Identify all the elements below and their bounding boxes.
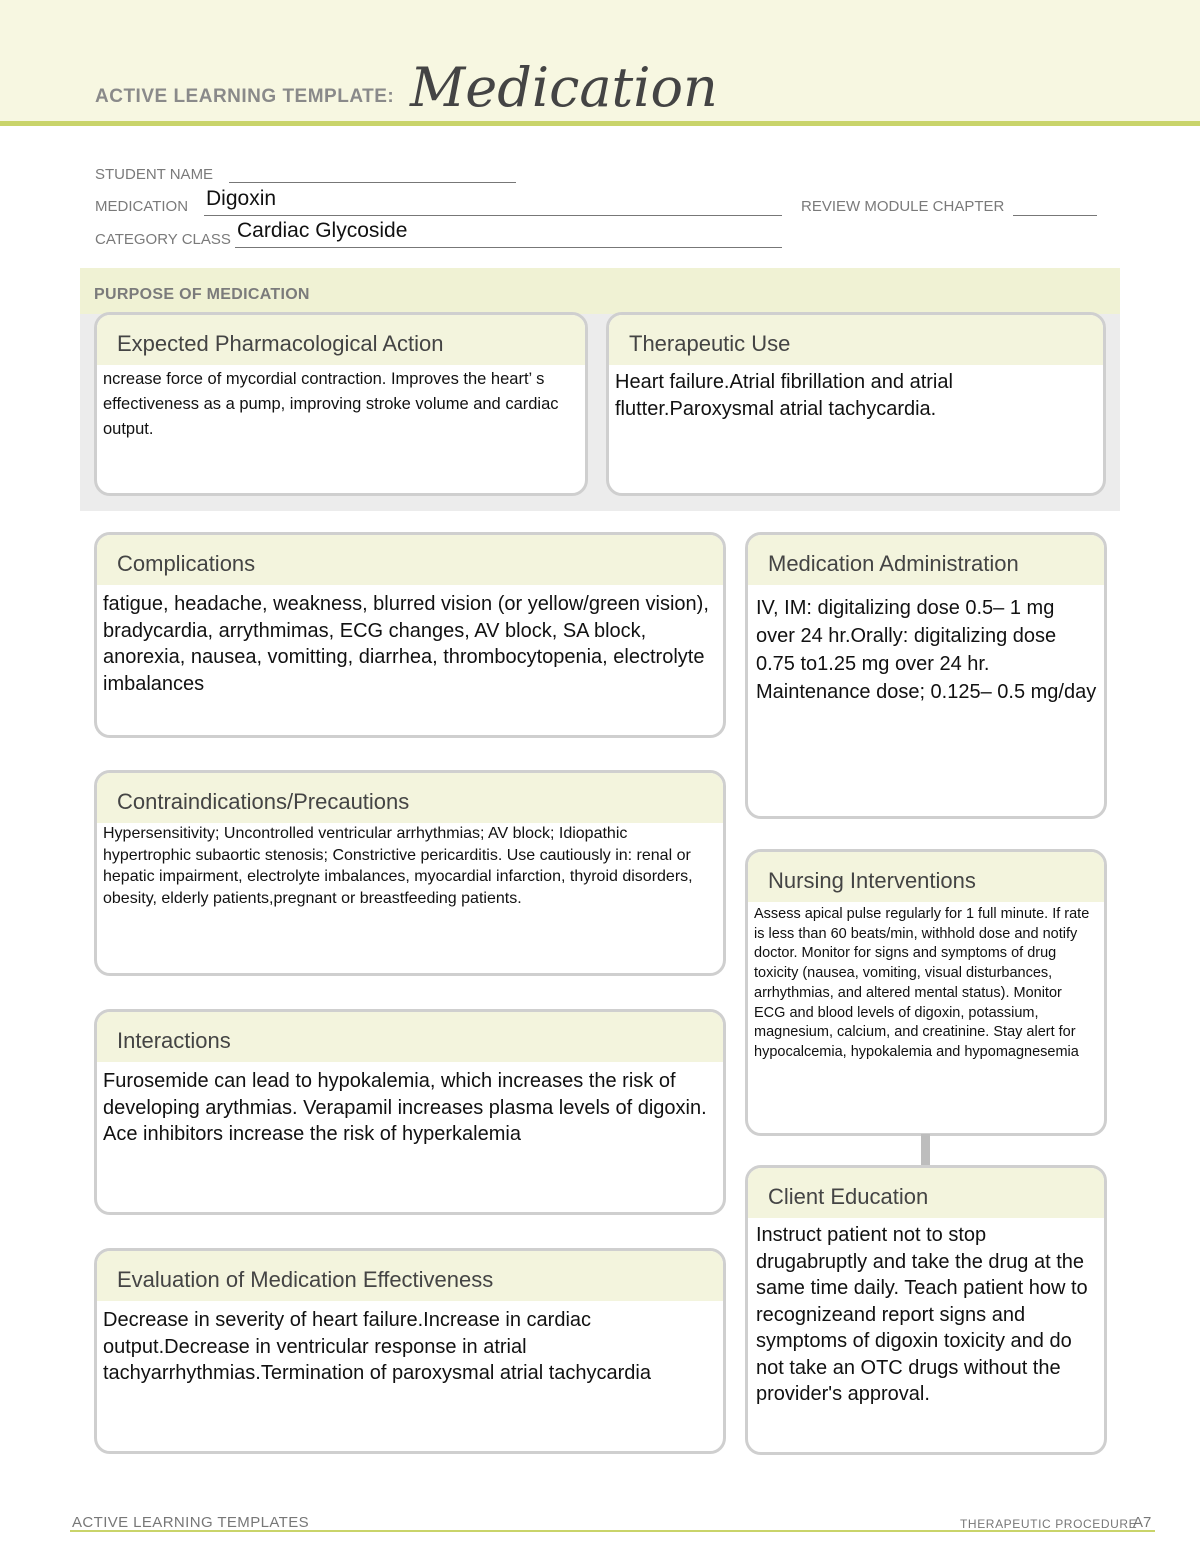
medication-label: MEDICATION xyxy=(95,198,189,215)
category-class-label: CATEGORY CLASS xyxy=(95,231,231,248)
nursing-interventions-title: Nursing Interventions xyxy=(768,868,976,893)
footer-right-label: THERAPEUTIC PROCEDURE xyxy=(960,1517,1138,1531)
card-header xyxy=(97,773,723,823)
complications-title: Complications xyxy=(117,551,256,576)
card-header xyxy=(748,535,1104,585)
contraindications-title: Contraindications/Precautions xyxy=(117,789,410,814)
header-rule xyxy=(0,121,1200,126)
evaluation-title: Evaluation of Medication Effectiveness xyxy=(117,1267,494,1292)
contraindications-card xyxy=(94,770,726,976)
expected-action-text[interactable]: ncrease force of mycordial contraction. Improves the heart’ s effectiveness as a pump, improving stroke volume and cardiac output. xyxy=(103,370,559,438)
card-header xyxy=(748,852,1104,902)
page-title: Medication xyxy=(410,56,718,119)
card-header xyxy=(97,535,723,585)
category-class-field[interactable] xyxy=(235,247,782,248)
student-name-label: STUDENT NAME xyxy=(95,166,214,183)
nursing-interventions-card xyxy=(745,849,1107,1136)
connector-bar xyxy=(921,1134,930,1166)
client-education-text[interactable]: Instruct patient not to stop drugabruptly and take the drug at the same time daily. Teach patient how to recognizeand report signs and symptoms of digoxin toxicity and do not take an OTC drugs without the provider's approval. xyxy=(756,1224,1088,1405)
therapeutic-use-card xyxy=(606,312,1106,496)
card-header xyxy=(97,1012,723,1062)
evaluation-card xyxy=(94,1248,726,1454)
card-header xyxy=(97,1251,723,1301)
administration-title: Medication Administration xyxy=(768,551,1019,576)
category-class-value: Cardiac Glycoside xyxy=(237,219,408,242)
complications-card xyxy=(94,532,726,738)
expected-action-title: Expected Pharmacological Action xyxy=(117,331,444,356)
purpose-title: PURPOSE OF MEDICATION xyxy=(94,286,310,303)
therapeutic-use-text[interactable]: Heart failure.Atrial fibrillation and atrial flutter.Paroxysmal atrial tachycardia. xyxy=(615,371,953,420)
review-module-label: REVIEW MODULE CHAPTER xyxy=(801,198,1005,215)
template-label: ACTIVE LEARNING TEMPLATE: xyxy=(95,86,395,107)
card-header xyxy=(609,315,1103,365)
administration-text[interactable]: IV, IM: digitalizing dose 0.5– 1 mg over 24 hr.Orally: digitalizing dose 0.75 to1.25 mg over 24 hr. Maintenance dose; 0.125– 0.5 mg/day xyxy=(756,597,1097,703)
nursing-interventions-text[interactable]: Assess apical pulse regularly for 1 full minute. If rate is less than 60 beats/min, withhold dose and notify doctor. Monitor for signs and symptoms of drug toxicity (nausea, vomiting, visual disturbances, arrhythmias, and altered mental status). Monitor ECG and blood levels of digoxin, potassium, magnesium, calcium, and creatinine. Stay alert for hypocalcemia, hypokalemia and hypomagnesemia xyxy=(754,906,1090,1060)
client-education-title: Client Education xyxy=(768,1184,929,1209)
expected-action-card xyxy=(94,312,588,496)
interactions-card xyxy=(94,1009,726,1215)
card-header xyxy=(748,1168,1104,1218)
client-education-card xyxy=(745,1165,1107,1455)
card-header xyxy=(97,315,585,365)
medication-field[interactable] xyxy=(204,215,782,216)
interactions-text[interactable]: Furosemide can lead to hypokalemia, which increases the risk of developing arythmias. Verapamil increases plasma levels of digoxin. Ace inhibitors increase the risk of hyperkalemia xyxy=(103,1070,707,1145)
page-number: A7 xyxy=(1133,1514,1152,1531)
administration-card xyxy=(745,532,1107,819)
complications-text[interactable]: fatigue, headache, weakness, blurred vision (or yellow/green vision), bradycardia, arrythmimas, ECG changes, AV block, SA block, anorexia, nausea, vomitting, diarrhea, thrombocytopenia, electrolyte imbalances xyxy=(103,593,709,695)
contraindications-text[interactable]: Hypersensitivity; Uncontrolled ventricular arrhythmias; AV block; Idiopathic hypertrophic subaortic stenosis; Constrictive pericarditis. Use cautiously in: renal or hepatic impairment, electrolyte imbalances, myocardial infarction, thyroid disorders, obesity, elderly patients,pregnant or breastfeeding patients. xyxy=(103,825,693,907)
review-module-field[interactable] xyxy=(1013,215,1097,216)
student-name-field[interactable] xyxy=(229,182,516,183)
interactions-title: Interactions xyxy=(117,1028,231,1053)
medication-value: Digoxin xyxy=(206,187,277,210)
purpose-header xyxy=(80,268,1120,314)
therapeutic-use-title: Therapeutic Use xyxy=(629,331,791,356)
footer-left-label: ACTIVE LEARNING TEMPLATES xyxy=(72,1514,309,1531)
evaluation-text[interactable]: Decrease in severity of heart failure.Increase in cardiac output.Decrease in ventricular response in atrial tachyarrhythmias.Termination of paroxysmal atrial tachycardia xyxy=(103,1309,651,1384)
